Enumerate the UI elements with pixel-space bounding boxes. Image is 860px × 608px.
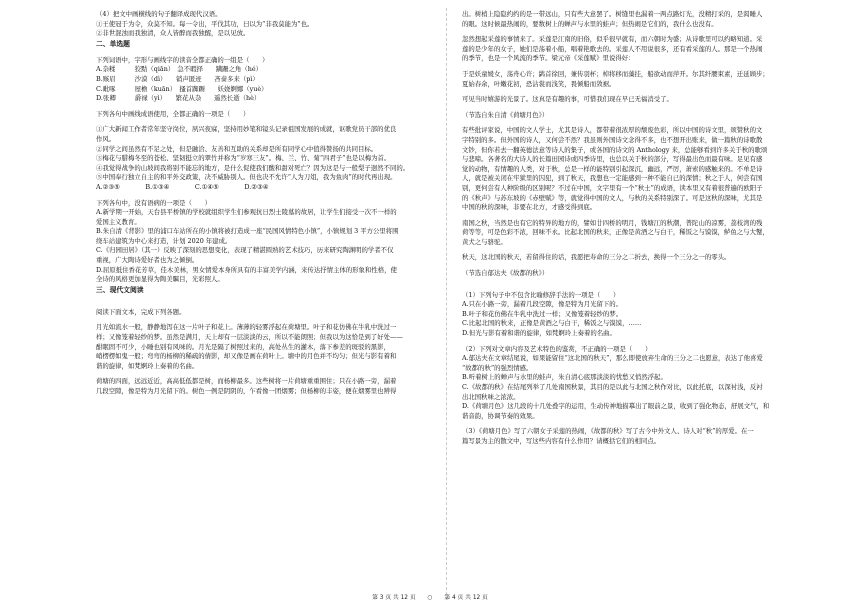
text-line: 中国的秋的深味，非要在北方，才感受得到底。 [462, 203, 597, 212]
text-line: 忽然想起采莲的事情来了。采莲是江南的旧俗，似乎很早就有，而六朝时为盛；从诗歌里可以约略知道。采 [462, 35, 763, 44]
text-line: 绕车站建筑为中心来打造，计划 2020 年建成。 [96, 236, 232, 245]
text-line: 出北国秋味之浓浓。 [462, 392, 520, 401]
text-line: A.杂糅 狡黠（qiān） 急不暇择 蹒跚之角（hé） [96, 65, 262, 74]
text-line: 莲的是少年的女子，她们是荡着小船，唱着艳歌去的。采莲人不用说很多，还有看采莲的人。那是一个热闹 [462, 44, 763, 53]
footer-separator: ○ [427, 595, 433, 601]
text-line: 秋天，这北国的秋天，若留得住的话，我愿把寿命的三分之二折去，换得一个三分之一的零头。 [462, 253, 731, 262]
text-line: A.只在小路一旁，漏着几段空隙，像是特为月光留下的。 [462, 300, 623, 309]
text-line: 全诗的风格更加显得为陶美瞩目，光彩照人。 [96, 275, 224, 284]
page-footer [0, 594, 860, 602]
text-line: A.郁达夫在文章结尾说，如果能留住“这北国的秋天”，那么即使放弃生命的三分之二也愿意，表达了他喜爱 [462, 354, 763, 363]
right-page-number: 第 4 页 共 12 页 [444, 595, 488, 601]
text-line: （3）《荷塘月色》写了六朝女子采莲的热闹，《故都的秋》写了古今中外文人、诗人对“秋”的厚爱。在一 [462, 427, 754, 436]
text-line: （2）下列对文章内容及艺术特色的鉴赏，不正确的一项是（ ） [462, 344, 652, 353]
text-line: 的《秋声》与苏东坡的《赤壁赋》等，就觉得中国的文人，与秋的关系特别深了。可是这秋的深味，尤其是 [462, 193, 763, 202]
text-line: 出。树梢上隐隐约约的是一带远山，只有些大意罢了。树缝里也漏着一两点路灯光，没精打采的，是渴睡人 [462, 10, 763, 18]
text-line: 的眼。这时候最热闹的，要数树上的蝉声与水里的蛙声；但热闹是它们的，我什么也没有。 [462, 19, 718, 28]
text-line: 下列各句中画线成语使用，全都正确的一项是（ ） [96, 109, 250, 118]
page-divider [446, 8, 447, 600]
text-line: 与悲啼。各著名的大诗人的长篇田园诗或四季诗里，也总以关于秋的部分，写得最出色而最有味。足见有感 [462, 155, 763, 164]
text-line: 有些批评家说，中国的文人学士，尤其是诗人，都带着很浓厚的颓废色彩，所以中国的诗文里，颂赞秋的文 [462, 126, 763, 135]
text-line: ①广大新闻工作者常年坚守岗位，夙兴夜寐，坚持用妙笔和镜头记录祖国发展的成就，讴歌党员干部的优良 [96, 125, 397, 134]
section-heading: 三、现代文阅读 [96, 285, 144, 294]
text-line: C.《故都的秋》在结尾列举了几处南国秋景，其目的是以此与北国之秋作对比，以此托底，以深衬浅，反衬 [462, 383, 763, 391]
text-line: 荷塘的四面，远远近近，高高低低都是树，而杨柳最多。这些树将一片荷塘重重围住；只在小路一旁，漏着 [96, 377, 397, 386]
text-line: D.张卿 爵禄（yì） 繁花从杂 遥然长逝（hè） [96, 94, 261, 103]
text-line: ④我觉得战争的山坡间我将别不能忘的地方，是什么促使我们酸和甜对死亡？因为这是与一般梨子迥然不同的。 [96, 163, 410, 172]
text-line: 的季节，也是一个风流的季节。梁元帝《采莲赋》里说得好： [462, 54, 635, 63]
text-line: （节选自朱自清《荷塘月色》） [462, 110, 549, 119]
text-line: D.屈原抵住香花芳草，佳木美林，男女情爱本身所具有的丰富美学内涵，来传达抒情主体的形象和性格，使 [96, 265, 397, 274]
text-line: C.《归园田居》（其一）反映了深刻的思想变化，表现了精湛圆熟的艺术技巧，历来研究陶渊明的学者不仅 [96, 246, 394, 255]
text-line: 谐音韵，协调节奏的效果。 [462, 411, 539, 420]
text-line: ⑤中国奉行独立自主的和平外交政策，决不威胁别人。但也决不允许“人为刀俎，我为鱼肉”的时代再出现。 [96, 173, 397, 182]
text-line: 样；又像笼着轻纱的梦。虽然是满月，天上却有一层淡淡的云，所以不能朗照；但我以为这恰是到了好处—— [96, 333, 403, 342]
text-line: A.新学期一开始，天台县平桥镇的学校就组织学生们参观抗日烈士陵墓的故居，让学生们接受一次不一样的 [96, 208, 397, 217]
text-line: 阅读下面文本，完成下列各题。 [96, 307, 186, 316]
text-line: B.叶子和花仿佛在牛乳中洗过一样；又像笼着轻纱的梦。 [462, 309, 623, 318]
text-line: ②同学之间虽然有不足之处，但是融洽、友善和互助的关系却是所有同学心中值得赞扬的共同目标。 [96, 144, 378, 153]
text-line: ②非世混浊而我独清，众人皆醉而我独醒，是以见放。 [96, 29, 250, 38]
text-line: 觉的动物，有情趣的人类，对于秋，总是一样的能特别引起深沉，幽远，严厉，萧索的感触来的。不单是诗 [462, 164, 763, 173]
text-line: 谐的旋律，如梵婀玲上奏着的名曲。 [96, 361, 199, 370]
text-line: （4）把文中画横线的句子翻译成现代汉语。 [96, 10, 222, 18]
text-line: C.毗啄 屋檐（kuān） 搔首踟蹰 妖娆婀娜（yuè） [96, 84, 268, 93]
text-line: （节选自郁达夫《故都的秋》） [462, 269, 549, 278]
text-line: 字特别的多。但外国的诗人，又何尝不然？我虽则外国诗文念得不多，也不想开出账来，做一篇秋的诗歌散 [462, 135, 763, 144]
text-line: 于是妖童媛女，荡舟心许；鹢首徐回，兼传羽杯；棹将移而藻挂，船欲动而萍开。尔其纤腰束素，迁延顾步； [462, 69, 769, 78]
text-line: 几段空隙，像是特为月光留下的。树色一例是阴阴的，乍看像一团烟雾；但杨柳的丰姿，便在烟雾里也辨得 [96, 387, 397, 395]
text-line: 下列各句中，没有语病的一项是（ ） [96, 198, 212, 207]
text-line: 爱国主义教育。 [96, 217, 141, 226]
text-line: B.听着树上的蝉声与水里的蛙声，朱自清心底那淡淡的忧愁又悄然浮起。 [462, 373, 667, 382]
left-page-number: 第 3 页 共 12 页 [372, 595, 416, 601]
text-line: 别，更何尝有人种阶级的区别呢？不过在中国，文字里有一个“秋士”的成语，读本里又有着很普遍的欧阳子 [462, 183, 763, 192]
text-line: 夏始春余，叶嫩花初，恐沾裳而浅笑，畏倾船而敛裾。 [462, 79, 616, 88]
text-line: “故都的秋”的强烈情感。 [462, 363, 533, 372]
text-line: 南国之秋，当然是也有它的特异的地方的，譬如廿四桥的明月，钱塘江的秋潮，普陀山的凉雾，荔枝湾的残 [462, 218, 763, 227]
text-line: 荷等等，可是色彩不浓，回味不永。比起北国的秋来，正像是黄酒之与白干，稀饭之与馍馍，鲈鱼之与大蟹， [462, 228, 769, 237]
text-line: 篇写景为主的散文中，写这些内容有什么作用？请概括它们的相同点。 [462, 436, 661, 445]
text-line: 作风。 [96, 134, 116, 143]
text-line: 文钞，但你若去一翻英德法意等诗人的集子，或各国的诗文的 Anthology 来，总能够看到许多关于秋的歌颂 [462, 145, 768, 154]
text-line: 黄犬之与骆驼。 [462, 237, 507, 246]
text-line: B.赅眉 沙漠（dì） 销声匿迹 吝啬多来（pì） [96, 74, 259, 83]
text-line: D.但光与影有着和谐的旋律，如梵婀玲上奏着的名曲。 [462, 329, 616, 338]
text-line: 可见当时嬉游的光景了。这真是有趣的事，可惜我们现在早已无福消受了。 [462, 95, 673, 104]
right-page-column [462, 10, 792, 588]
text-line: D.《荷塘月色》这几段的十几处叠字的运用，生动传神地描摹出了眼前之景，收到了强化物态，舒展文气，和 [462, 402, 770, 411]
text-line: ①王使冠于为令，众莫不知。每一令出，平伐其功，曰以为“非我莫能为”也。 [96, 19, 314, 28]
text-line: 酣眠固不可少，小睡也别有风味的。月光是隔了树照过来的，高处丛生的灌木，落下参差的斑驳的黑影， [96, 342, 390, 351]
text-line: 人，就是被关闭在牢狱里的囚犯，到了秋天，我想也一定能感到一种不能自已的深情；秋之于人，何尝有国 [462, 174, 763, 183]
text-line: （1）下列句子中不包含比喻修辞手法的一项是（ ） [462, 290, 620, 299]
text-line: C.比起北国的秋来，正像是黄酒之与白干，稀饭之与馍馍，…… [462, 319, 642, 328]
text-line: 下列词语中，字形与画线字的读音全都正确的一组是（ ） [96, 55, 269, 64]
text-line: 重视，广大陶诗爱好者也为之倾倒。 [96, 256, 199, 265]
text-line: ③梅花与腊梅冬至的苍松、坚韧挺立的翠竹并称为“岁寒三友”。梅、兰、竹、菊“四君子”也是以梅为首。 [96, 154, 391, 163]
text-line: B.朱自清《背影》里的浦口车站所在的小镇将被打造成一座“民国风情特色小镇”，小镇规划 3 平方公里将围 [96, 227, 399, 236]
section-heading: 二、单选题 [96, 39, 130, 48]
text-line: 峭楞楞如鬼一般；弯弯的杨柳的稀疏的倩影，却又像是画在荷叶上。塘中的月色并不均匀；但光与影有着和 [96, 352, 397, 361]
left-page-column [96, 10, 429, 588]
text-line: A.②③⑤ B.①③④ C.①④⑤ D.②③④ [96, 182, 269, 191]
text-line: 月光如流水一般，静静地泻在这一片叶子和花上。薄薄的轻雾浮起在荷塘里。叶子和花仿佛在牛乳中洗过一 [96, 323, 397, 332]
